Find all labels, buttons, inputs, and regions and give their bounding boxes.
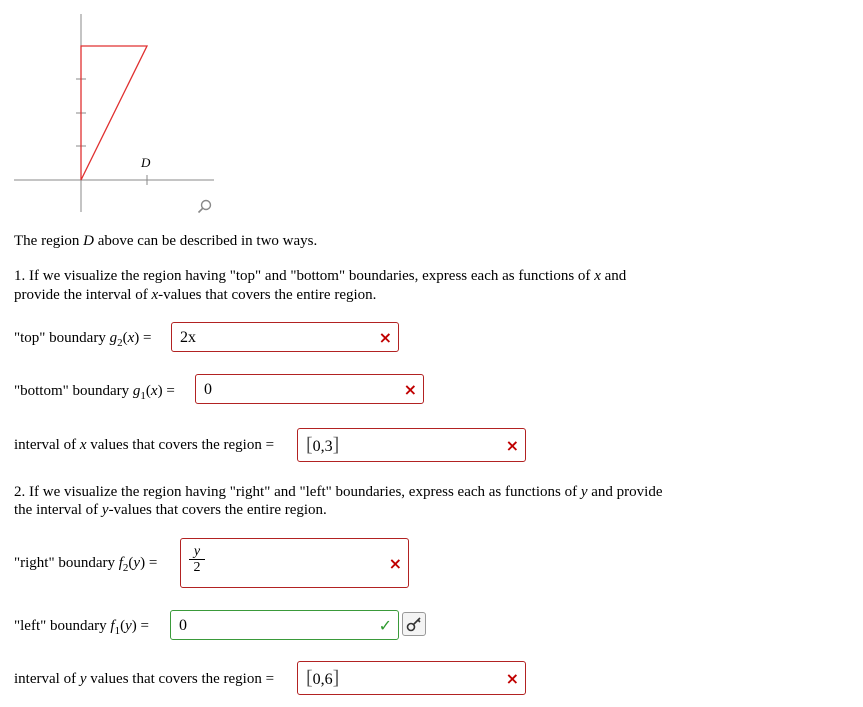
x-interval-input[interactable]: [0,3] × <box>297 428 526 462</box>
y-interval-label: interval of y values that covers the region = <box>14 671 275 687</box>
right-boundary-label: "right" boundary $f_2(y)$ = <box>14 555 158 574</box>
incorrect-icon: × <box>378 328 392 347</box>
fraction: y 2 <box>189 544 205 575</box>
incorrect-icon: × <box>505 436 519 455</box>
y-interval-input[interactable]: [0,6] × <box>297 661 526 695</box>
x-interval-label: interval of x values that covers the region = <box>14 437 275 453</box>
bottom-boundary-input[interactable]: 0 × <box>195 374 424 404</box>
top-boundary-label: "top" boundary $g_2(x)$ = <box>14 330 152 349</box>
left-boundary-input[interactable]: 0 ✓ <box>170 610 399 640</box>
region-graph <box>0 0 230 225</box>
key-icon[interactable] <box>402 612 426 636</box>
part1-line2: provide the interval of x-values that covers the entire region. <box>14 287 377 303</box>
incorrect-icon: × <box>505 669 519 688</box>
incorrect-icon: × <box>403 380 417 399</box>
magnifier-icon[interactable] <box>199 201 211 213</box>
part2-line2: the interval of y-values that covers the entire region. <box>14 502 327 518</box>
region-label: D <box>141 155 151 170</box>
right-boundary-input[interactable] <box>180 538 409 588</box>
intro-text: The region D above can be described in two ways. <box>14 233 318 249</box>
part1-line1: 1. If we visualize the region having "top" and "bottom" boundaries, express each as functions of x and <box>14 268 627 284</box>
correct-check-icon: ✓ <box>378 616 392 635</box>
bottom-boundary-label: "bottom" boundary $g_1(x)$ = <box>14 383 175 402</box>
left-boundary-label: "left" boundary $f_1(y)$ = <box>14 618 149 637</box>
incorrect-icon: × <box>388 554 402 573</box>
top-boundary-input[interactable]: 2x × <box>171 322 399 352</box>
part2-line1: 2. If we visualize the region having "right" and "left" boundaries, express each as functions of y and provide <box>14 484 663 500</box>
region-triangle <box>81 46 147 180</box>
